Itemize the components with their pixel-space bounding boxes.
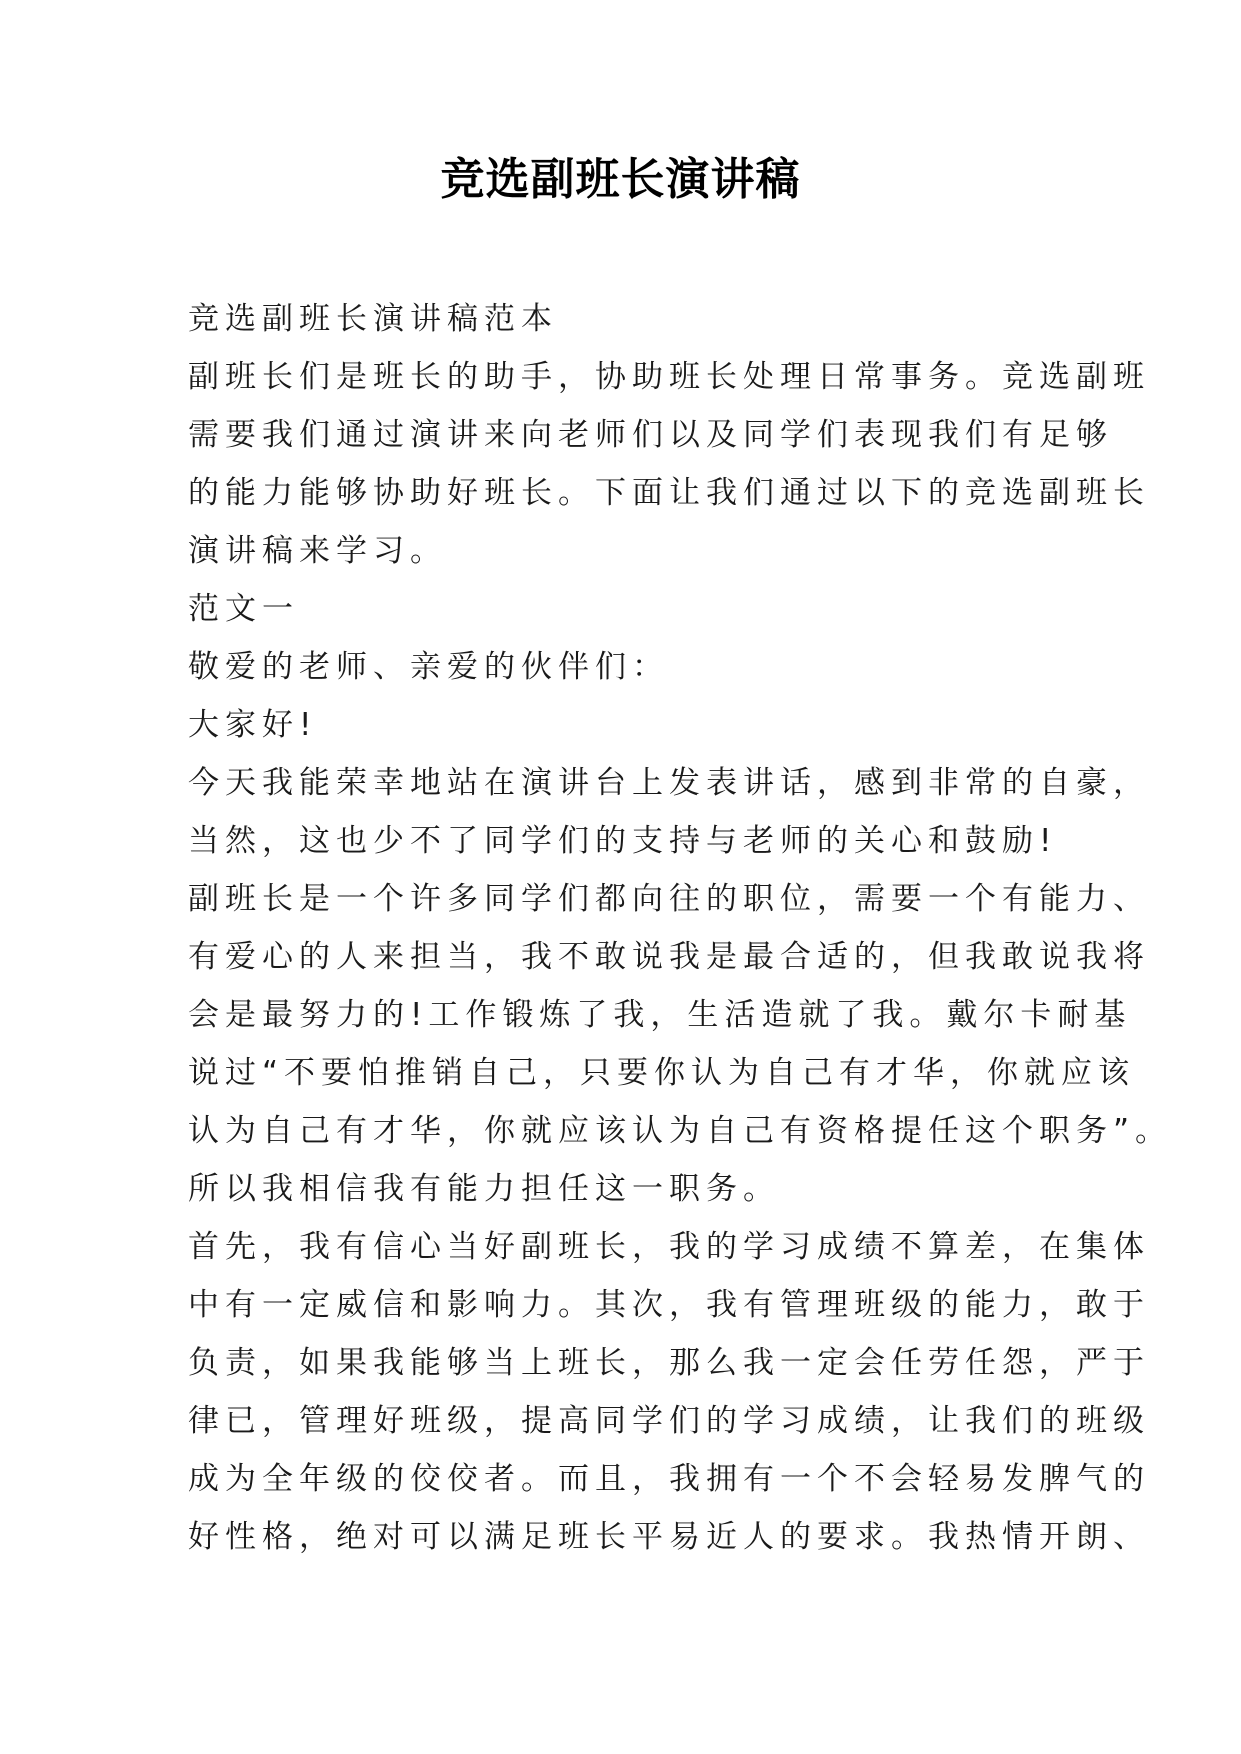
body-line: 有爱心的人来担当，我不敢说我是最合适的，但我敢说我将 <box>188 939 1150 975</box>
body-line: 演讲稿来学习。 <box>188 533 447 569</box>
body-line: 律已，管理好班级，提高同学们的学习成绩，让我们的班级 <box>188 1403 1150 1439</box>
body-line: 敬爱的老师、亲爱的伙伴们： <box>188 649 669 685</box>
body-line: 今天我能荣幸地站在演讲台上发表讲话，感到非常的自豪， <box>188 765 1150 801</box>
body-line: 竞选副班长演讲稿范本 <box>188 301 558 337</box>
document-body <box>188 290 1173 1566</box>
body-line: 当然，这也少不了同学们的支持与老师的关心和鼓励! <box>188 823 1058 859</box>
document-title: 竞选副班长演讲稿 <box>440 154 801 205</box>
body-line: 中有一定威信和影响力。其次，我有管理班级的能力，敢于 <box>188 1287 1150 1323</box>
body-line: 所以我相信我有能力担任这一职务。 <box>188 1171 780 1207</box>
body-line: 好性格，绝对可以满足班长平易近人的要求。我热情开朗、 <box>188 1519 1150 1555</box>
body-line: 认为自己有才华，你就应该认为自己有资格提任这个职务”。 <box>188 1113 1173 1149</box>
body-line: 负责，如果我能够当上班长，那么我一定会任劳任怨，严于 <box>188 1345 1150 1381</box>
body-line: 会是最努力的!工作锻炼了我，生活造就了我。戴尔卡耐基 <box>188 997 1132 1033</box>
body-line: 大家好! <box>188 707 318 743</box>
body-line: 范文一 <box>188 591 299 627</box>
body-line: 需要我们通过演讲来向老师们以及同学们表现我们有足够 <box>188 417 1113 453</box>
body-line: 副班长们是班长的助手，协助班长处理日常事务。竞选副班 <box>188 359 1150 395</box>
body-line: 首先，我有信心当好副班长，我的学习成绩不算差，在集体 <box>188 1229 1150 1265</box>
body-line: 副班长是一个许多同学们都向往的职位，需要一个有能力、 <box>188 881 1150 917</box>
body-line: 的能力能够协助好班长。下面让我们通过以下的竞选副班长 <box>188 475 1150 511</box>
body-line: 成为全年级的佼佼者。而且，我拥有一个不会轻易发脾气的 <box>188 1461 1150 1497</box>
body-line: 说过“不要怕推销自己，只要你认为自己有才华，你就应该 <box>188 1055 1136 1091</box>
